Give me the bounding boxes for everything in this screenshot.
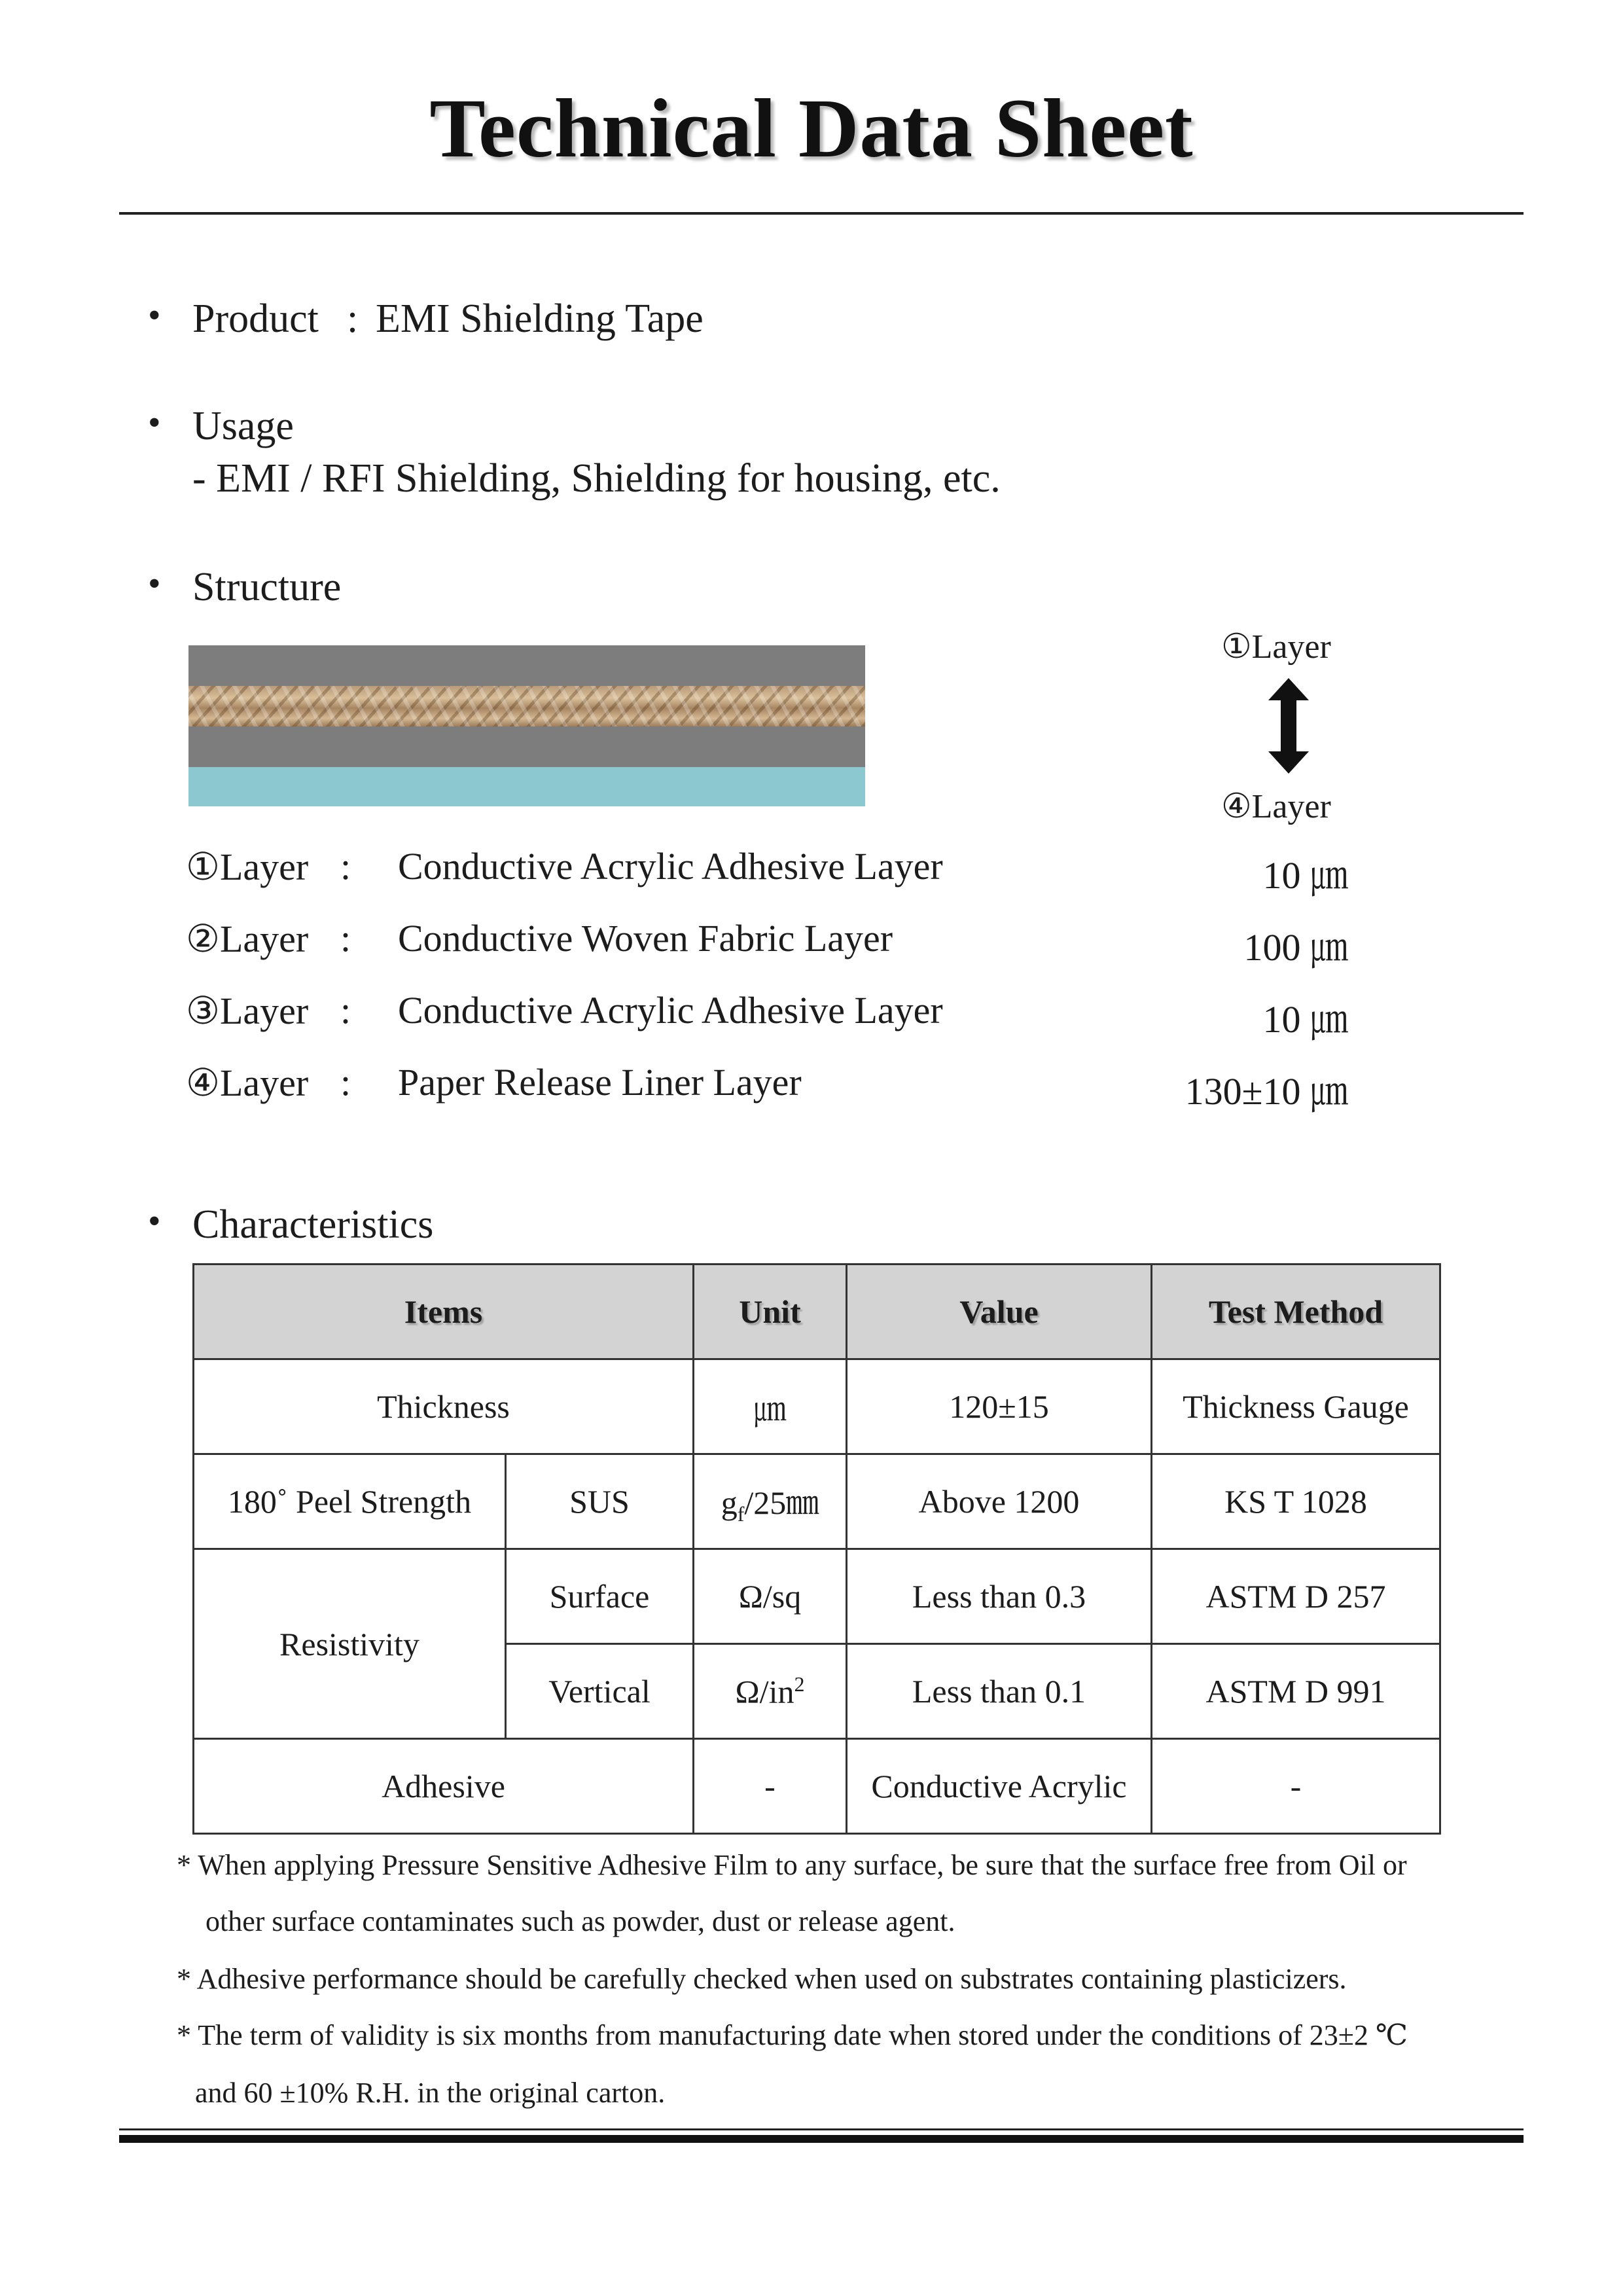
cell-value: Less than 0.1 [847, 1644, 1152, 1739]
layer-row [186, 844, 1348, 897]
layer-colon: : [340, 989, 351, 1031]
bullet-icon: • [148, 295, 161, 336]
unit-main: Ω/in [735, 1673, 794, 1710]
unit-main: g [721, 1484, 738, 1521]
layer-colon: : [340, 1061, 351, 1103]
cell-value: Conductive Acrylic [847, 1739, 1152, 1834]
layer-row [186, 916, 1348, 969]
layer-thickness: 10 ㎛ [1262, 854, 1348, 897]
legend-bottom-label: ④Layer [1221, 788, 1331, 825]
note-line: and 60 ±10% R.H. in the original carton. [195, 2077, 666, 2109]
note-line: other surface contaminates such as powder, dust or release agent. [205, 1905, 955, 1937]
product-label: Product [192, 296, 319, 341]
legend-top-label: ①Layer [1221, 628, 1331, 666]
cell-unit: Ω/sq [694, 1549, 847, 1644]
layer-row [186, 1060, 1348, 1113]
table-row [194, 1549, 1440, 1644]
cell-item: Resistivity [194, 1549, 506, 1739]
footer-divider-thick [119, 2135, 1524, 2143]
note-line: * The term of validity is six months from manufacturing date when stored under the conditions of 23±2 ℃ [177, 2019, 1408, 2051]
layer-number: ①Layer [186, 846, 309, 888]
table-row [194, 1739, 1440, 1834]
layer-2-band [188, 686, 865, 726]
layer-colon: : [340, 845, 351, 888]
cell-value: 120±15 [847, 1359, 1152, 1454]
cell-unit [694, 1644, 847, 1739]
header-items: Items [194, 1265, 694, 1359]
layer-row [186, 988, 1348, 1041]
footer-divider-thin [119, 2128, 1524, 2130]
title-divider [119, 212, 1524, 215]
table-header-row [194, 1265, 1440, 1359]
layer-4-band [188, 767, 865, 806]
bullet-icon: • [148, 403, 161, 443]
cell-item: Thickness [194, 1359, 694, 1454]
bullet-icon: • [148, 564, 161, 604]
unit-tail: /25㎜ [744, 1484, 819, 1521]
layer-thickness: 10 ㎛ [1262, 998, 1348, 1041]
note-line: * When applying Pressure Sensitive Adhesive Film to any surface, be sure that the surface free from Oil or [177, 1849, 1407, 1881]
layer-thickness: 100 ㎛ [1243, 926, 1348, 969]
cell-subitem: Surface [506, 1549, 694, 1644]
table-row [194, 1454, 1440, 1549]
product-value: EMI Shielding Tape [376, 296, 704, 341]
layer-description: Conductive Acrylic Adhesive Layer [398, 845, 943, 888]
page-title: Technical Data Sheet [429, 82, 1194, 175]
layer-description: Conductive Acrylic Adhesive Layer [398, 989, 943, 1031]
structure-heading [148, 564, 671, 613]
layer-number: ②Layer [186, 918, 309, 960]
cell-subitem: Vertical [506, 1644, 694, 1739]
characteristics-table [192, 1263, 1441, 1835]
structure-label: Structure [192, 565, 342, 609]
usage-label: Usage [192, 404, 294, 448]
layer-number: ④Layer [186, 1062, 309, 1104]
layer-description: Paper Release Liner Layer [398, 1061, 802, 1103]
cell-method: ASTM D 257 [1152, 1549, 1440, 1644]
usage-section [148, 403, 1195, 504]
unit-subscript: f [737, 1502, 745, 1526]
header-unit: Unit [694, 1265, 847, 1359]
cell-unit [694, 1454, 847, 1549]
cell-method: KS T 1028 [1152, 1454, 1440, 1549]
cell-subitem: SUS [506, 1454, 694, 1549]
cell-unit: ㎛ [694, 1359, 847, 1454]
header-test-method: Test Method [1152, 1265, 1440, 1359]
bullet-icon: • [148, 1201, 161, 1242]
layer-colon: : [340, 917, 351, 960]
characteristics-heading [148, 1201, 737, 1250]
layer-description: Conductive Woven Fabric Layer [398, 917, 893, 960]
cell-item: 180˚ Peel Strength [194, 1454, 506, 1549]
cell-method: ASTM D 991 [1152, 1644, 1440, 1739]
note-line: * Adhesive performance should be carefully checked when used on substrates containing plasticizers. [177, 1963, 1347, 1995]
unit-superscript: 2 [794, 1672, 805, 1696]
cell-item: Adhesive [194, 1739, 694, 1834]
cell-value: Less than 0.3 [847, 1549, 1152, 1644]
cell-method: - [1152, 1739, 1440, 1834]
cell-method: Thickness Gauge [1152, 1359, 1440, 1454]
layer-3-band [188, 726, 865, 767]
table-row [194, 1359, 1440, 1454]
characteristics-label: Characteristics [192, 1202, 434, 1247]
layer-thickness: 130±10 ㎛ [1185, 1070, 1348, 1113]
header-value: Value [847, 1265, 1152, 1359]
product-line [148, 295, 933, 344]
double-arrow-icon [1268, 678, 1309, 774]
cell-value: Above 1200 [847, 1454, 1152, 1549]
product-separator: : [347, 296, 359, 341]
layer-1-band [188, 645, 865, 686]
cell-unit: - [694, 1739, 847, 1834]
layer-number: ③Layer [186, 990, 309, 1032]
usage-detail: - EMI / RFI Shielding, Shielding for housing, etc. [192, 456, 1001, 501]
